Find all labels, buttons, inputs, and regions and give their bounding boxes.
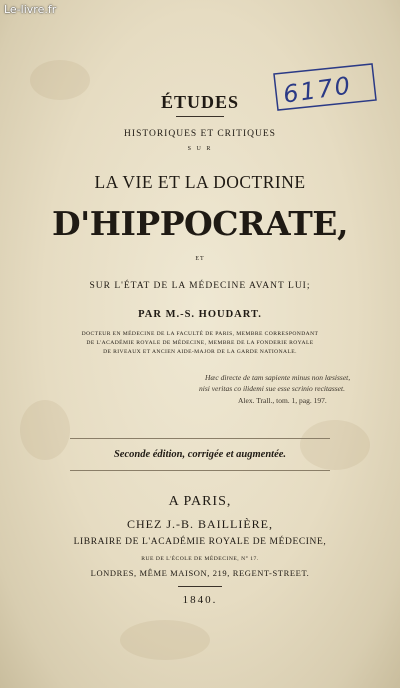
author-credentials-line: DOCTEUR EN MÉDECINE DE LA FACULTÉ DE PARIS, MEMBRE CORRESPONDANT [81,331,319,337]
epigraph-line: Hæc directe de tam sapiente minus non læsisset, [205,373,351,382]
title-rule [176,116,224,117]
author-name: PAR M.-S. HOUDART. [138,309,262,320]
epigraph-line: nisi veritas co ilidemi sue esse scrinio recitasset. [199,384,345,393]
imprint-publisher: CHEZ J.-B. BAILLIÈRE, [127,517,273,531]
catalog-number: 6170 [281,71,354,109]
title-sur: SUR L'ÉTAT DE LA MÉDECINE AVANT LUI; [89,281,311,291]
author-credentials-line: DE L'ACADÉMIE ROYALE DE MÉDECINE, MEMBRE DE LA FONDERIE ROYALE [86,340,314,346]
watermark-text: Le-livre.fr [4,3,57,16]
title-et: ET [195,256,205,262]
imprint-street: RUE DE L'ÉCOLE DE MÉDECINE, N° 17. [141,556,259,562]
title-de: S U R [187,146,213,152]
imprint-year: 1840. [182,594,218,606]
title-hippocrate: D'HIPPOCRATE, [52,204,348,243]
author-credentials-line: DE RIVEAUX ET ANCIEN AIDE-MAJOR DE LA GARDE NATIONALE. [103,349,297,355]
title-historiques: HISTORIQUES ET CRITIQUES [124,129,276,139]
edition-rule-top [70,438,330,439]
imprint-london: LONDRES, MÊME MAISON, 219, REGENT-STREET. [90,568,310,578]
edition-text: Seconde édition, corrigée et augmentée. [113,449,287,460]
epigraph-citation: Alex. Trall., tom. 1, pag. 197. [238,396,327,405]
edition-rule-bottom [70,470,330,471]
imprint-library: LIBRAIRE DE L'ACADÉMIE ROYALE DE MÉDECINE, [73,537,327,547]
title-etudes: ÉTUDES [160,92,240,112]
title-vie: LA VIE ET LA DOCTRINE [94,172,306,192]
imprint-rule [178,586,222,587]
imprint-city: A PARIS, [168,494,232,509]
